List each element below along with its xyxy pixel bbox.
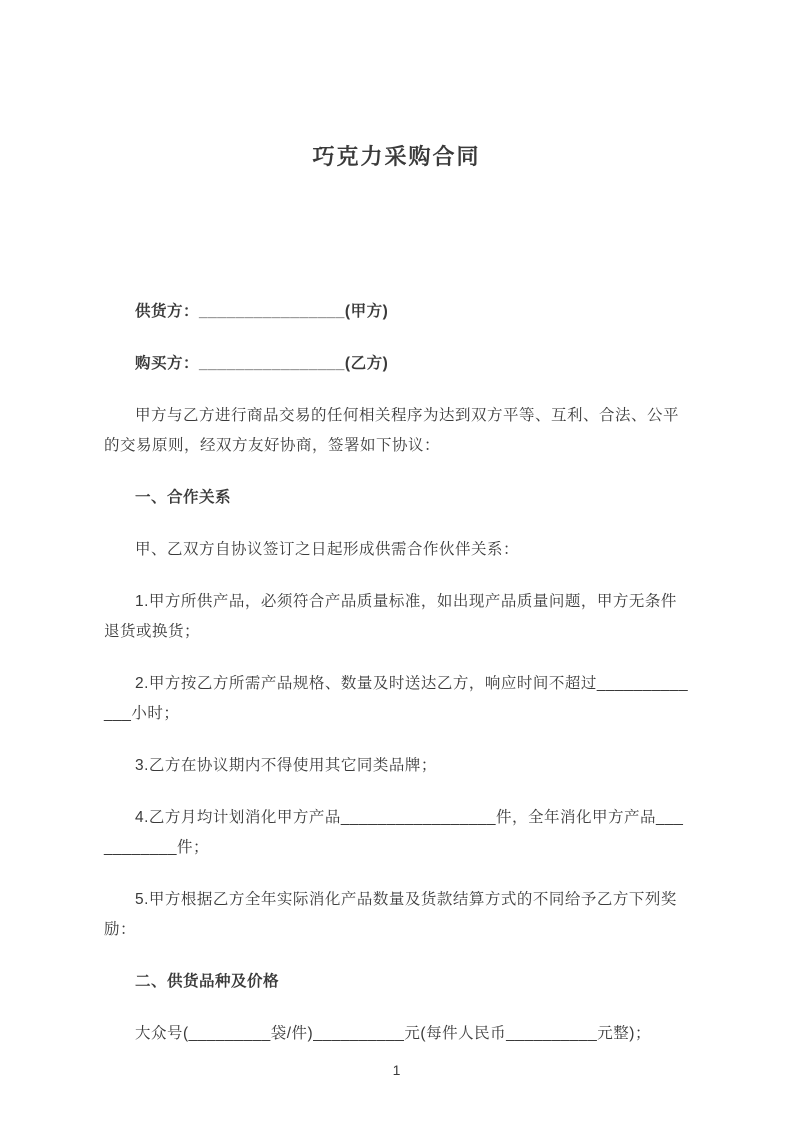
clause-5-paragraph: 5.甲方根据乙方全年实际消化产品数量及货款结算方式的不同给予乙方下列奖励： [104, 891, 677, 938]
section-2-heading: 二、供货品种及价格 [135, 973, 280, 990]
clause-4-paragraph: 4.乙方月均计划消化甲方产品_________________件，全年消化甲方产品___________件； [104, 809, 684, 856]
clause-2-paragraph: 2.甲方按乙方所需产品规格、数量及时送达乙方，响应时间不超过_____________小时； [104, 675, 689, 722]
party-supplier-line: 供货方：________________(甲方) [135, 303, 389, 320]
cooperation-intro-paragraph: 甲、乙双方自协议签订之日起形成供需合作伙伴关系： [135, 541, 520, 558]
preamble-paragraph: 甲方与乙方进行商品交易的任何相关程序为达到双方平等、互利、合法、公平的交易原则，经双方友好协商，签署如下协议： [104, 407, 680, 454]
price-item-line: 大众号(_________袋/件)__________元(每件人民币__________元整)； [135, 1025, 651, 1042]
section-1-heading: 一、合作关系 [135, 489, 232, 506]
party-buyer-line: 购买方：________________(乙方) [135, 355, 389, 372]
clause-3-paragraph: 3.乙方在协议期内不得使用其它同类品牌； [135, 757, 437, 774]
clause-1-paragraph: 1.甲方所供产品，必须符合产品质量标准，如出现产品质量问题，甲方无条件退货或换货； [104, 593, 677, 640]
page-number: 1 [392, 1062, 401, 1078]
document-title: 巧克力采购合同 [312, 144, 481, 169]
